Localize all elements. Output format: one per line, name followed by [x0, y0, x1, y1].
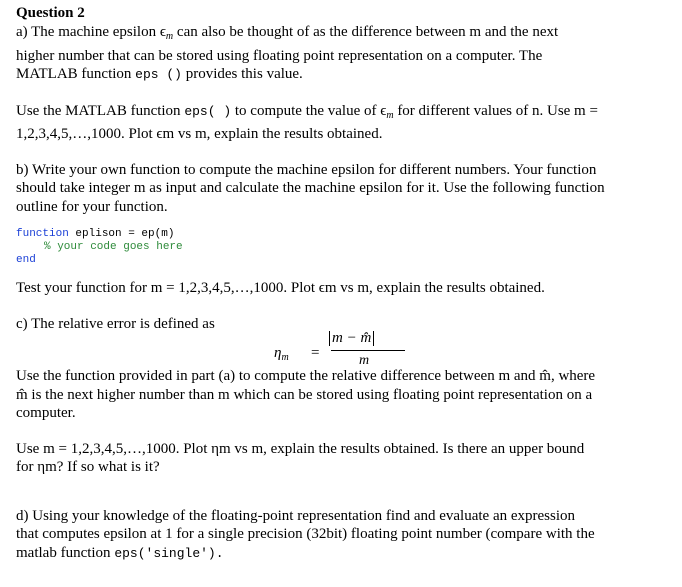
question-document [16, 4, 666, 563]
fraction-bar [331, 350, 405, 351]
code-block [16, 228, 666, 267]
part-c-intro: c) The relative error is defined as [16, 315, 215, 332]
part-a-p1-text-3a: MATLAB function [16, 66, 136, 82]
part-b-text-3: outline for your function. [16, 198, 168, 215]
part-b-text-2: should take integer m as input and calculate the machine epsilon for it. Use the following function [16, 180, 605, 196]
part-c-p2-text-1: Use m = 1,2,3,4,5,…,1000. Plot ηm vs m, explain the results obtained. Is there an upper bound [16, 440, 585, 457]
part-a-p2-text-a: Use the MATLAB function [16, 102, 185, 119]
end-keyword: end [16, 254, 36, 266]
epsilon-subscript-2: m [386, 109, 394, 121]
part-c-p1-text-3: computer. [16, 405, 76, 421]
part-c-paragraph-1 [16, 367, 666, 423]
part-c-p1-text-1: Use the function provided in part (a) to compute the relative difference between m and m̂, where [16, 368, 596, 384]
question-title: Question 2 [16, 5, 85, 21]
eta-letter: η [274, 345, 282, 361]
part-d-text-3a: matlab function [16, 544, 115, 561]
epsilon-subscript: m [165, 31, 174, 42]
function-keyword: function [16, 228, 69, 240]
code-line-1 [16, 228, 666, 241]
part-c-paragraph-2 [16, 440, 666, 477]
part-d-text-2: that computes epsilon at 1 for a single precision (32bit) floating point number (compare with the [16, 526, 595, 542]
eps-code: eps () [135, 67, 182, 82]
fraction-numerator: m − m̂ [329, 331, 374, 346]
part-c-p2-text-2: for ηm? If so what is it? [16, 459, 160, 475]
part-b-test-line: Test your function for m = 1,2,3,4,5,…,1000. Plot ϵm vs m, explain the results obtained. [16, 280, 545, 296]
part-d-text-1: d) Using your knowledge of the floating-point representation find and evaluate an expression [16, 507, 576, 524]
equals-sign: = [311, 345, 320, 361]
function-signature: eplison = ep(m) [68, 228, 175, 240]
eps-code-2: eps( ) [184, 103, 232, 119]
part-a-paragraph-2 [16, 102, 666, 144]
part-b-paragraph [16, 161, 666, 217]
part-d-paragraph [16, 507, 666, 564]
part-a-p2-text-b: to compute the value of ϵ [231, 102, 387, 119]
part-a-p2-text-2: 1,2,3,4,5,…,1000. Plot ϵm vs m, explain the results obtained. [16, 126, 383, 142]
part-b-text-1: b) Write your own function to compute the machine epsilon for different numbers. Your function [16, 161, 597, 178]
part-a-p1-text-1: a) The machine epsilon ϵ [16, 24, 166, 40]
part-a-paragraph-1 [16, 23, 666, 85]
relative-error-formula [16, 330, 666, 368]
part-a-p1-text-1b: can also be thought of as the difference between m and the next [173, 24, 559, 40]
eps-single-code: eps('single'). [114, 545, 224, 561]
part-a-p1-text-2: higher number that can be stored using floating point representation on a computer. The [16, 47, 543, 64]
code-comment: % your code goes here [44, 241, 183, 253]
part-c-p1-text-2: m̂ is the next higher number than m which can be stored using floating point representation on a [16, 386, 593, 403]
eta-symbol [274, 345, 289, 363]
fraction-denominator: m [359, 353, 370, 368]
part-a-p2-text-c: for different values of n. Use m = [393, 102, 598, 119]
eta-subscript: m [281, 352, 289, 363]
part-a-p1-text-3b: provides this value. [181, 66, 303, 82]
